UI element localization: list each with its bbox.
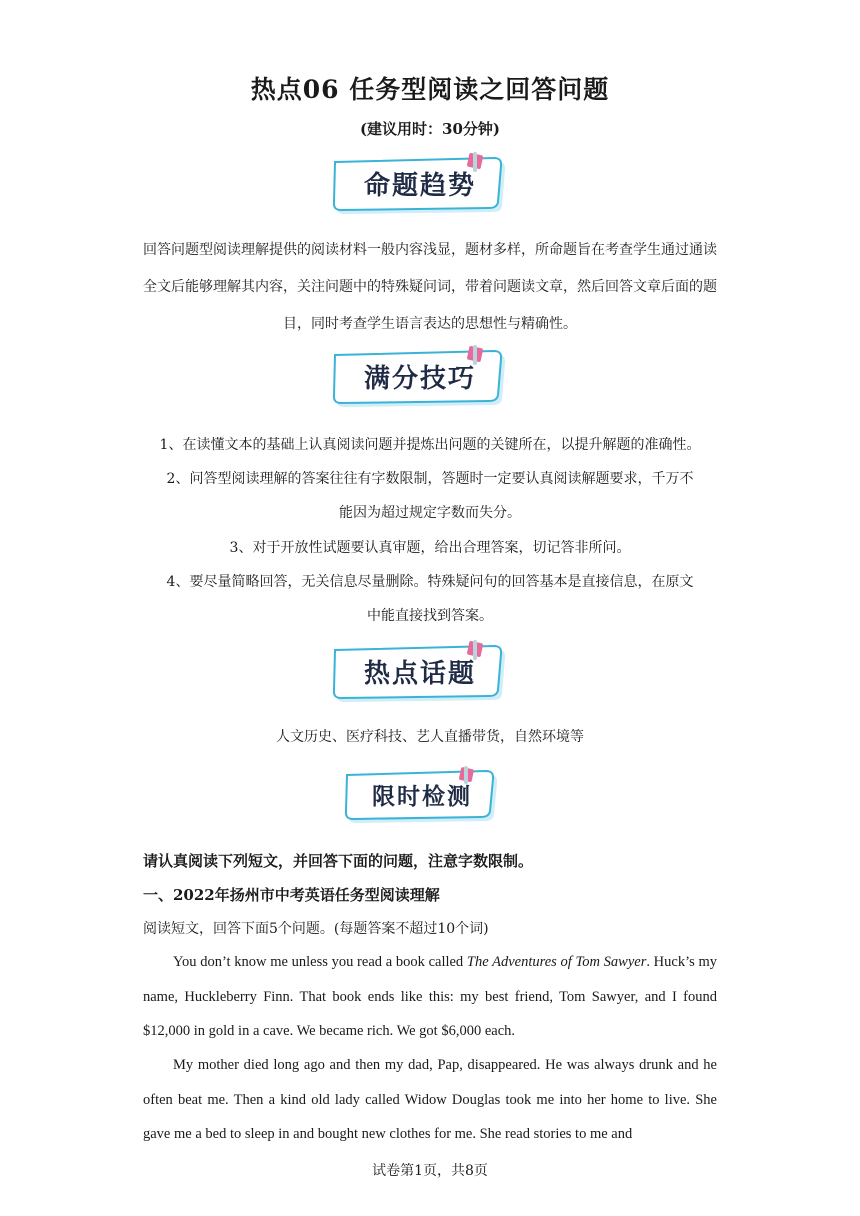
passage-text: You don’t know me unless you read a book called bbox=[173, 954, 467, 970]
tip-item: 2、问答型阅读理解的答案往往有字数限制，答题时一定要认真阅读解题要求，千万不 bbox=[166, 471, 694, 487]
banner-tips bbox=[330, 345, 510, 409]
tip-item: 1、在读懂文本的基础上认真阅读问题并提炼出问题的关键所在，以提升解题的准确性。 bbox=[159, 437, 701, 453]
banner-test-label: 限时检测 bbox=[372, 784, 472, 810]
banner-test bbox=[342, 766, 502, 824]
passage-text: . Huck’s my name, Huckleberry Finn. That book ends like this: my best friend, Tom Sawyer, and I found $12,000 in gold in a cave. We became rich. We got $6,000 each. bbox=[143, 954, 717, 1039]
page-footer: 试卷第1页，共8页 bbox=[372, 1163, 488, 1179]
book-title: The Adventures of Tom Sawyer bbox=[466, 954, 647, 970]
tip-item: 中能直接找到答案。 bbox=[367, 608, 493, 624]
topics-text: 人文历史、医疗科技、艺人直播带货，自然环境等 bbox=[276, 729, 584, 745]
page-title: 热点06 任务型阅读之回答问题 bbox=[250, 75, 610, 104]
passage-paragraph-2: My mother died long ago and then my dad, Pap, disappeared. He was always drunk and he often beat me. Then a kind old lady called Widow Douglas took me into her home to live. She gave me a bed to sleep in and bought new clothes for me. She read stories to me and bbox=[143, 1057, 717, 1142]
time-suggestion: (建议用时：30分钟) bbox=[359, 120, 501, 138]
tip-item: 4、要尽量简略回答，无关信息尽量删除。特殊疑问句的回答基本是直接信息，在原文 bbox=[166, 574, 694, 590]
banner-topics-label: 热点话题 bbox=[363, 659, 476, 689]
banner-tips-label: 满分技巧 bbox=[363, 364, 476, 394]
trend-paragraph: 回答问题型阅读理解提供的阅读材料一般内容浅显，题材多样，所命题旨在考查学生通过通读全文后能够理解其内容，关注问题中的特殊疑问词，带着问题读文章，然后回答文章后面的题目，同时考查学生语言表达的思想性与精确性。 bbox=[143, 242, 717, 332]
passage-paragraph-1 bbox=[143, 945, 717, 1049]
banner-trend-label: 命题趋势 bbox=[363, 171, 476, 201]
exercise-heading: 一、2022年扬州市中考英语任务型阅读理解 bbox=[143, 886, 440, 904]
tip-item: 能因为超过规定字数而失分。 bbox=[339, 505, 521, 521]
tip-item: 3、对于开放性试题要认真审题，给出合理答案，切记答非所问。 bbox=[229, 540, 631, 556]
exercise-requirement: 阅读短文，回答下面5个问题。(每题答案不超过10个词) bbox=[143, 921, 489, 937]
banner-trend bbox=[330, 152, 510, 216]
banner-topics bbox=[330, 640, 510, 704]
exercise-instruction: 请认真阅读下列短文，并回答下面的问题，注意字数限制。 bbox=[143, 852, 534, 870]
